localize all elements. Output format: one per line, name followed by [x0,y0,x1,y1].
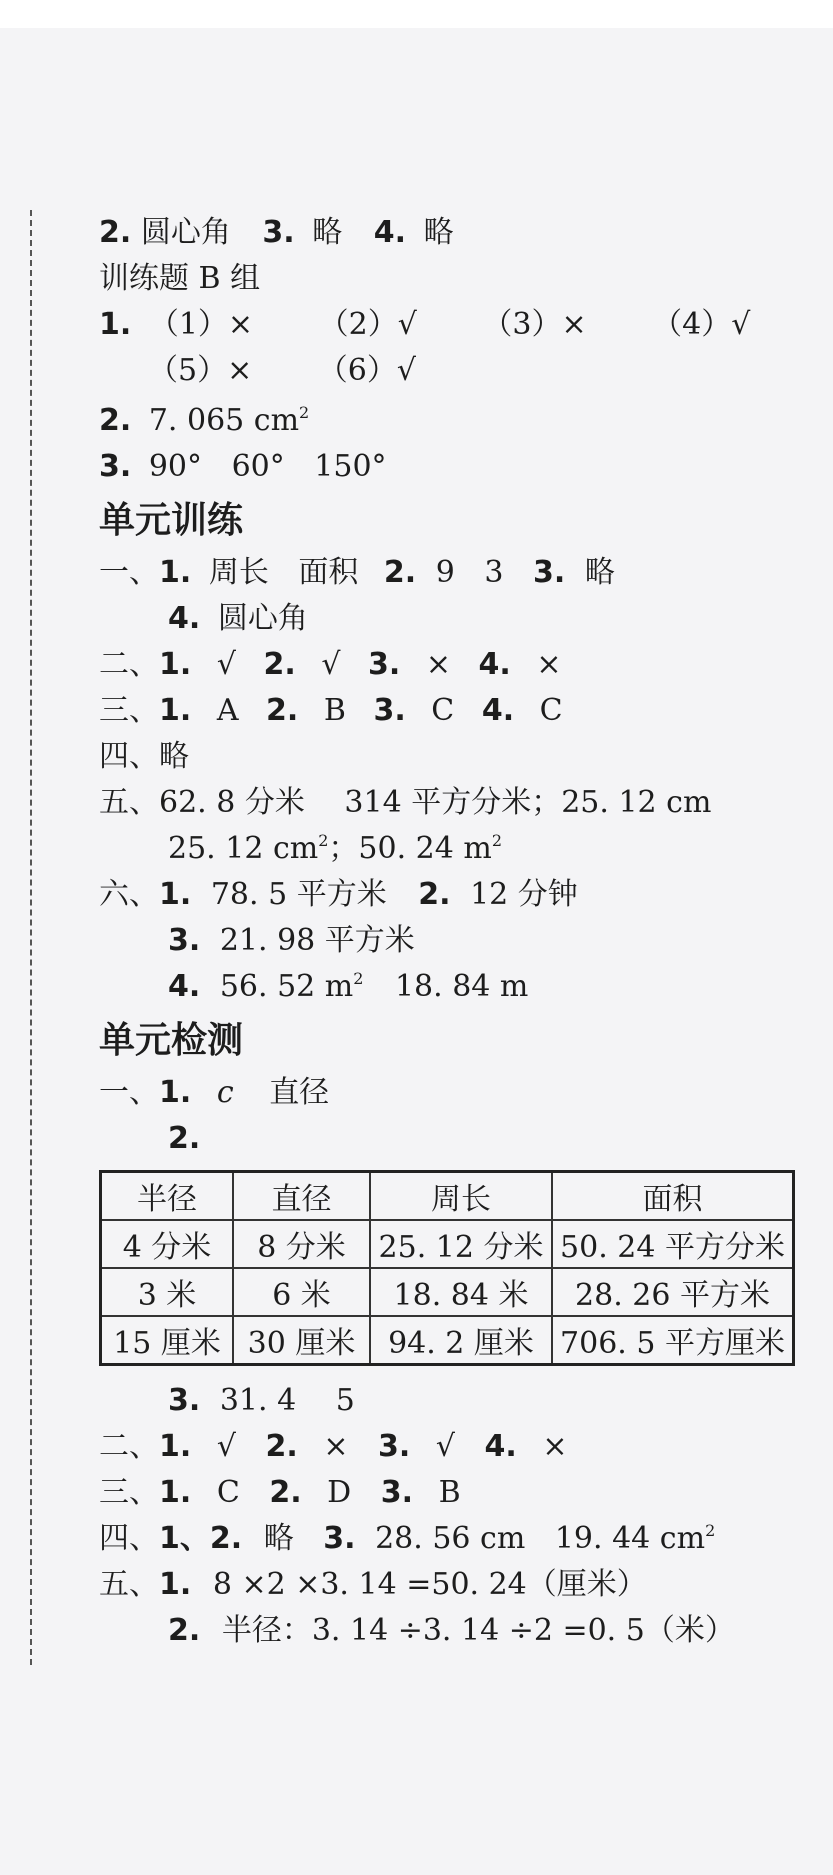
judgement-item: （6）√ [317,353,416,388]
answer-text: 圆心角 [217,601,308,636]
training-one-cont: 4. 圆心角 [168,601,308,636]
item-number: 1 [99,307,120,342]
item-number: 2 [269,1475,291,1510]
item-number: 1、2 [159,1521,231,1556]
table-cell: 28. 26 平方米 [552,1268,794,1316]
judgement-item: （2）√ [318,307,417,342]
part-label: 四、 [99,739,159,774]
superscript: 2 [705,1521,716,1540]
table-cell: 4 分米 [101,1220,234,1268]
table-cell: 706. 5 平方厘米 [552,1316,794,1365]
item-number: 1 [159,1475,180,1510]
answer-text: 半径：3. 14 ÷3. 14 ÷2 =0. 5（米） [221,1613,735,1648]
item-number: 4 [168,969,189,1004]
item-number: 1 [159,693,180,728]
answer-text: 略 [159,739,189,774]
angle-value: 90° [148,449,203,484]
answer-text: 略 [263,1521,294,1556]
group-b-title: 训练题 B 组 [99,261,261,296]
table-header: 面积 [552,1172,794,1221]
item-number: 3 [380,1475,402,1510]
training-three: 三、1. A 2. B 3. C 4. C [99,693,563,728]
table-cell: 6 米 [233,1268,370,1316]
answer-text: 19. 44 cm [554,1521,706,1556]
item-number: 1 [159,1567,180,1602]
table-cell: 18. 84 米 [370,1268,552,1316]
item-number: 2 [168,1121,189,1156]
answer-text: 78. 5 平方米 [210,877,387,912]
answer-text: 62. 8 分米 314 平方分米；25. 12 cm [159,785,712,820]
part-label: 五、 [99,785,159,820]
answer-text: D [327,1475,352,1510]
item-number: 1 [159,1075,180,1110]
table-cell: 8 分米 [233,1220,370,1268]
table-row [101,1316,794,1365]
table-cell: 50. 24 平方分米 [552,1220,794,1268]
superscript: 2 [299,403,310,422]
answer-text: 略 [584,555,615,590]
dashed-margin-line [30,210,32,1665]
test-three: 三、1. C 2. D 3. B [99,1475,461,1510]
answer-text: √ [321,647,341,682]
test-one: 一、1. c 直径 [99,1075,330,1110]
answer-text: 28. 56 cm [375,1521,526,1556]
table-row [101,1220,794,1268]
part-label: 二、 [99,647,159,682]
part-label: 三、 [99,693,159,728]
answer-text: C [431,693,455,728]
item-number: 3 [378,1429,399,1464]
item-number: 4 [373,215,395,250]
answer-text: 56. 52 m [219,969,354,1004]
answer-text: 7. 065 cm [148,403,300,438]
answer-text: × [323,1429,349,1464]
superscript: 2 [491,831,502,850]
part-label: 四、 [99,1521,159,1556]
answer-text: 21. 98 平方米 [219,923,415,958]
item-number: 2 [99,403,120,438]
item-number: 3 [168,923,189,958]
item-number: 2 [265,1429,287,1464]
part-label: 六、 [99,877,159,912]
answer-text: √ [435,1429,455,1464]
table-cell: 15 厘米 [101,1316,234,1365]
top-band [0,0,833,28]
answer-text: 周长 [208,555,269,590]
table-cell: 3 米 [101,1268,234,1316]
answer-text: 8 ×2 ×3. 14 =50. 24（厘米） [212,1567,647,1602]
answer-text: 31. 4 5 [219,1383,355,1418]
answer-text: 圆心角 [140,215,231,250]
item-number: 2 [99,215,120,250]
superscript: 2 [318,831,329,850]
training-five-cont [168,832,502,866]
item-number: 3 [368,647,389,682]
answer-text: 18. 84 m [394,969,529,1004]
section-title-unit-test: 单元检测 [99,1020,244,1061]
superscript: 2 [353,969,364,988]
test-four: 四、1、2. 略 3. 28. 56 cm 19. 44 $cm^2$ [99,1521,716,1556]
judgement-item: （4）√ [652,307,751,342]
item-number: 4 [478,647,500,682]
item-number: 2 [383,555,405,590]
answer-text: 25. 12 cm [168,831,319,866]
table-header-row [101,1172,794,1221]
test-one-3: 3. 31. 4 5 [168,1383,355,1418]
answer-text: 3 [484,555,504,590]
answer-text: √ [216,647,236,682]
item-number: 1 [159,555,180,590]
answer-line-b1: 1. （1）× （2）√ （3）× （4）√ [99,307,751,342]
item-number: 2 [168,1613,189,1648]
training-six-3: 3. 21. 98 平方米 [168,923,415,958]
answer-text: ；50. 24 m [328,831,492,866]
item-number: 3 [262,215,284,250]
table-header: 半径 [101,1172,234,1221]
answer-text: 略 [312,215,343,250]
answer-text: B [323,693,346,728]
table-cell: 30 厘米 [233,1316,370,1365]
answer-text: √ [216,1429,236,1464]
answer-text: 9 [435,555,455,590]
item-number: 1 [159,1429,180,1464]
test-five: 五、1. 8 ×2 ×3. 14 =50. 24（厘米） [99,1567,647,1602]
item-number: 3 [533,555,554,590]
item-number: 3 [323,1521,345,1556]
judgement-item: （5）× [148,353,253,388]
table-cell: 94. 2 厘米 [370,1316,552,1365]
judgement-item: （3）× [482,307,587,342]
training-two: 二、1. √ 2. √ 3. × 4. × [99,647,562,682]
angle-value: 60° [231,449,285,484]
answer-text: 略 [423,215,454,250]
part-label: 一、 [99,1075,159,1110]
answer-text: 直径 [269,1075,330,1110]
training-one: 一、1. 周长 面积 2. 9 3 3. 略 [99,555,615,590]
part-label: 五、 [99,1567,159,1602]
angle-value: 150° [314,449,387,484]
answer-text: × [542,1429,568,1464]
item-number: 4 [168,601,189,636]
table-row [101,1268,794,1316]
answer-text: C [539,693,563,728]
answer-line-b3: 3. 90° 60° 150° [99,449,387,484]
item-number: 2 [263,647,285,682]
training-five [99,786,711,820]
answer-text: 面积 [298,555,359,590]
circle-table [99,1170,795,1366]
training-six: 六、1. 78. 5 平方米 2. 12 分钟 [99,877,578,912]
part-label: 二、 [99,1429,159,1464]
judgement-item: （1）× [148,307,254,342]
test-five-2: 2. 半径：3. 14 ÷3. 14 ÷2 =0. 5（米） [168,1613,735,1648]
item-number: 4 [484,1429,506,1464]
item-number: 1 [159,877,180,912]
answer-line-b1-cont [148,354,416,388]
answer-text: B [438,1475,461,1510]
section-title-unit-training: 单元训练 [99,500,244,541]
variable: c [216,1075,234,1110]
training-four [99,740,189,774]
answer-line-a1: 2. 圆心角 3. 略 4. 略 [99,215,454,250]
training-six-4: 4. 56. 52 $m^2$ 18. 84 m [168,969,529,1004]
test-two: 二、1. √ 2. × 3. √ 4. × [99,1429,568,1464]
test-one-2: 2. [168,1121,201,1156]
item-number: 3 [373,693,395,728]
part-label: 一、 [99,555,159,590]
item-number: 3 [168,1383,189,1418]
answer-text: A [216,693,239,728]
item-number: 1 [159,647,180,682]
table-header: 直径 [233,1172,370,1221]
answer-text: × [425,647,451,682]
table-header: 周长 [370,1172,552,1221]
item-number: 3 [99,449,120,484]
part-label: 三、 [99,1475,159,1510]
answer-text: × [536,647,562,682]
answer-text: 12 分钟 [470,877,578,912]
table-cell: 25. 12 分米 [370,1220,552,1268]
answer-line-b2: 2. 7. 065 $cm^2$ [99,403,310,438]
item-number: 2 [418,877,440,912]
item-number: 4 [481,693,503,728]
answer-text: C [216,1475,240,1510]
item-number: 2 [266,693,287,728]
